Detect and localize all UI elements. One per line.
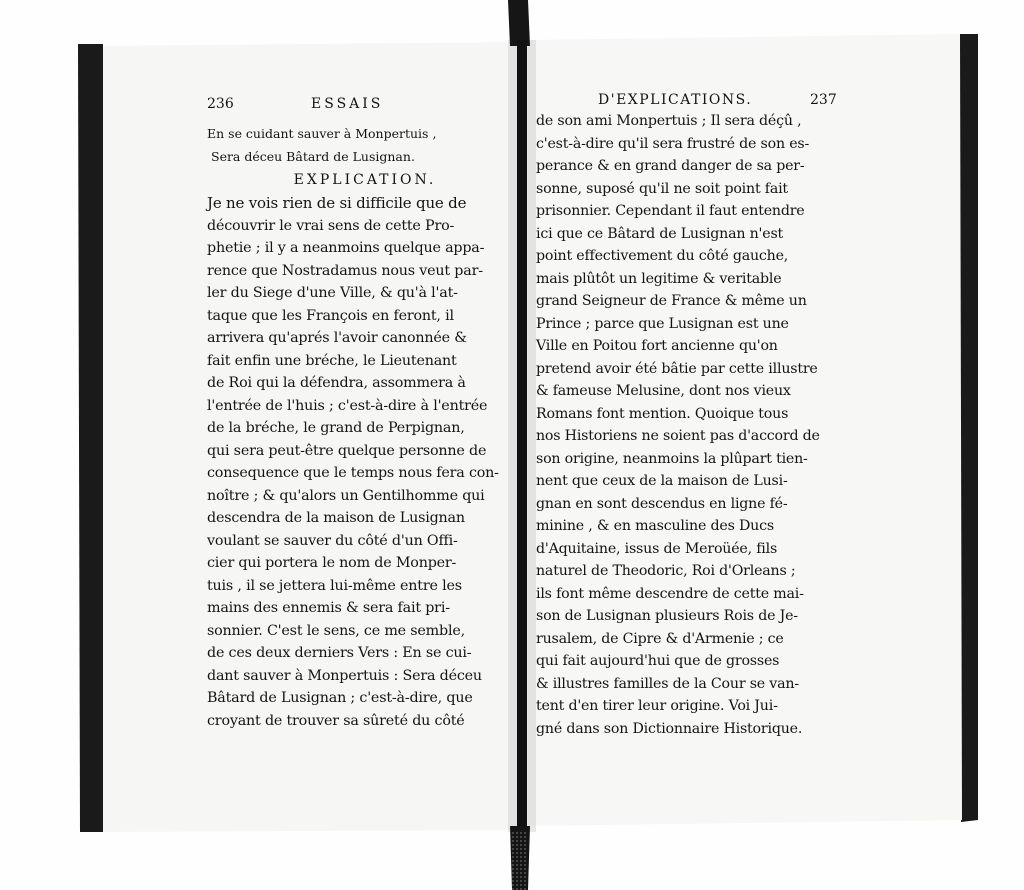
- text-line: Bâtard de Lusignan ; c'est-à-dire, que: [207, 690, 473, 706]
- page-number: 237: [810, 92, 837, 108]
- text-line: gnan en sont descendus en ligne fé-: [536, 495, 788, 512]
- text-line: Romans font mention. Quoique tous: [536, 405, 789, 422]
- text-line: point effectivement du côté gauche,: [536, 248, 789, 264]
- text-line: Ville en Poitou fort ancienne qu'on: [536, 338, 778, 354]
- right-page-body: [536, 110, 848, 740]
- running-head: D'EXPLICATIONS.: [598, 92, 753, 108]
- text-line: rusalem, de Cipre & d'Armenie ; ce: [536, 630, 784, 647]
- text-line: perance & en grand danger de sa per-: [536, 158, 805, 174]
- text-line: consequence que le temps nous fera con-: [207, 465, 499, 481]
- left-page-body: [207, 192, 523, 732]
- text-line: naturel de Theodoric, Roi d'Orleans ;: [536, 563, 796, 579]
- section-heading: EXPLICATION.: [293, 172, 437, 188]
- text-line: découvrir le vrai sens de cette Pro-: [207, 217, 455, 234]
- text-line: mains des ennemis & sera fait pri-: [207, 600, 450, 616]
- text-line: Je ne vois rien de si difficile que de: [207, 194, 467, 212]
- text-line: prisonnier. Cependant il faut entendre: [536, 203, 805, 219]
- text-line: de Roi qui la défendra, assommera à: [207, 375, 466, 391]
- text-line: croyant de trouver sa sûreté du côté: [207, 712, 465, 729]
- text-line: grand Seigneur de France & même un: [536, 293, 807, 309]
- text-line: & illustres familles de la Cour se van-: [536, 675, 799, 692]
- text-line: & fameuse Melusine, dont nos vieux: [536, 383, 791, 399]
- text-line: arrivera qu'aprés l'avoir canonnée &: [207, 330, 467, 346]
- verse-line: Sera déceu Bâtard de Lusignan.: [211, 149, 415, 164]
- text-line: tent d'en tirer leur origine. Voi Jui-: [536, 698, 778, 714]
- text-line: d'Aquitaine, issus de Meroüée, fils: [536, 540, 778, 557]
- running-head: ESSAIS: [311, 96, 384, 112]
- verse-line: En se cuidant sauver à Monpertuis ,: [207, 126, 437, 141]
- text-line: c'est-à-dire qu'il sera frustré de son es-: [536, 135, 810, 152]
- text-line: qui fait aujourd'hui que de grosses: [536, 653, 780, 669]
- text-line: son de Lusignan plusieurs Rois de Je-: [536, 608, 798, 624]
- text-line: noître ; & qu'alors un Gentilhomme qui: [207, 487, 485, 504]
- text-line: fait enfin une bréche, le Lieutenant: [207, 352, 457, 369]
- text-line: cier qui portera le nom de Monper-: [207, 555, 457, 571]
- text-line: qui sera peut-être quelque personne de: [207, 442, 487, 459]
- text-line: l'entrée de l'huis ; c'est-à-dire à l'entrée: [207, 397, 488, 414]
- text-line: mais plûtôt un legitime & veritable: [536, 270, 782, 287]
- text-line: dant sauver à Monpertuis : Sera déceu: [207, 667, 482, 684]
- page-number: 236: [207, 96, 234, 112]
- text-line: sonnier. C'est le sens, ce me semble,: [207, 622, 465, 639]
- text-line: taque que les François en feront, il: [207, 307, 454, 324]
- text-line: ils font même descendre de cette mai-: [536, 585, 804, 602]
- text-line: de son ami Monpertuis ; Il sera déçû ,: [536, 113, 802, 129]
- text-line: phetie ; il y a neanmoins quelque appa-: [207, 240, 485, 256]
- right-page: [536, 92, 848, 740]
- text-line: Prince ; parce que Lusignan est une: [536, 315, 789, 332]
- text-line: de la bréche, le grand de Perpignan,: [207, 420, 465, 436]
- left-page: [207, 96, 523, 732]
- text-line: son origine, neanmoins la plûpart tien-: [536, 450, 808, 467]
- left-page-header: [207, 96, 523, 122]
- text-line: tuis , il se jettera lui-même entre les: [207, 577, 462, 594]
- text-line: nent que ceux de la maison de Lusi-: [536, 473, 788, 489]
- text-line: sonne, suposé qu'il ne soit point fait: [536, 180, 788, 197]
- text-line: gné dans son Dictionnaire Historique.: [536, 720, 803, 737]
- text-line: voulant se sauver du côté d'un Offi-: [207, 532, 458, 549]
- text-line: pretend avoir été bâtie par cette illustre: [536, 360, 818, 377]
- text-line: nos Historiens ne soient pas d'accord de: [536, 428, 820, 444]
- text-line: ici que ce Bâtard de Lusignan n'est: [536, 225, 784, 242]
- text-line: ler du Siege d'une Ville, & qu'à l'at-: [207, 285, 458, 301]
- text-line: descendra de la maison de Lusignan: [207, 510, 465, 526]
- right-page-header: [536, 92, 848, 118]
- text-line: minine , & en masculine des Ducs: [536, 518, 774, 534]
- text-line: rence que Nostradamus nous veut par-: [207, 262, 483, 279]
- text-line: de ces deux derniers Vers : En se cui-: [207, 645, 472, 661]
